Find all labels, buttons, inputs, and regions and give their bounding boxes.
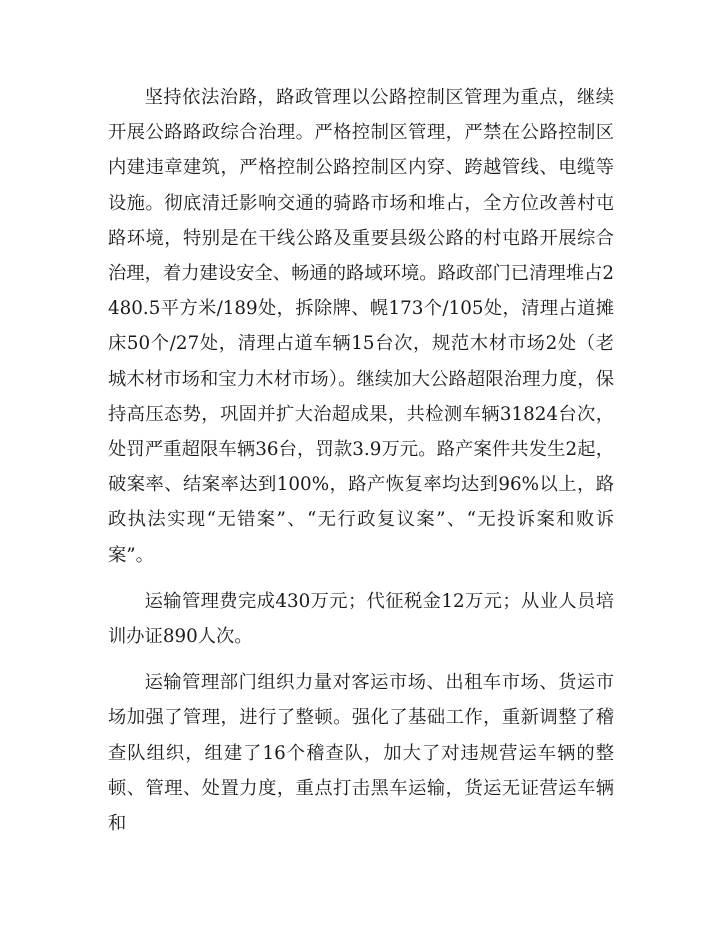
paragraph-transport-management: 运输管理部门组织力量对客运市场、出租车市场、货运市场加强了管理，进行了整顿。强化了基础工作，重新调整了稽查队组织，组建了16个稽查队，加大了对违规营运车辆的整顿、管理、处置力度，重点打击黑车运输，货运无证营运车辆和	[108, 672, 614, 835]
document-body	[108, 80, 614, 852]
paragraph-transport-fees: 运输管理费完成430万元；代征税金12万元；从业人员培训办证890人次。	[108, 590, 614, 648]
paragraph-road-administration: 坚持依法治路，路政管理以公路控制区管理为重点，继续开展公路路政综合治理。严格控制区管理，严禁在公路控制区内建违章建筑，严格控制公路控制区内穿、跨越管线、电缆等设施。彻底清迁影响交通的骑路市场和堆占，全方位改善村屯路环境，特别是在干线公路及重要县级公路的村屯路开展综合治理，着力建设安全、畅通的路域环境。路政部门已清理堆占2480.5平方米/189处，拆除牌、幌173个/105处，清理占道摊床50个/27处，清理占道车辆15台次，规范木材市场2处（老城木材市场和宝力木材市场）。继续加大公路超限治理力度，保持高压态势，巩固并扩大治超成果，共检测车辆31824台次，处罚严重超限车辆36台，罚款3.9万元。路产案件共发生2起，破案率、结案率达到100%，路产恢复率均达到96%以上，路政执法实现“无错案”、“无行政复议案”、“无投诉案和败诉案”。	[108, 87, 614, 566]
